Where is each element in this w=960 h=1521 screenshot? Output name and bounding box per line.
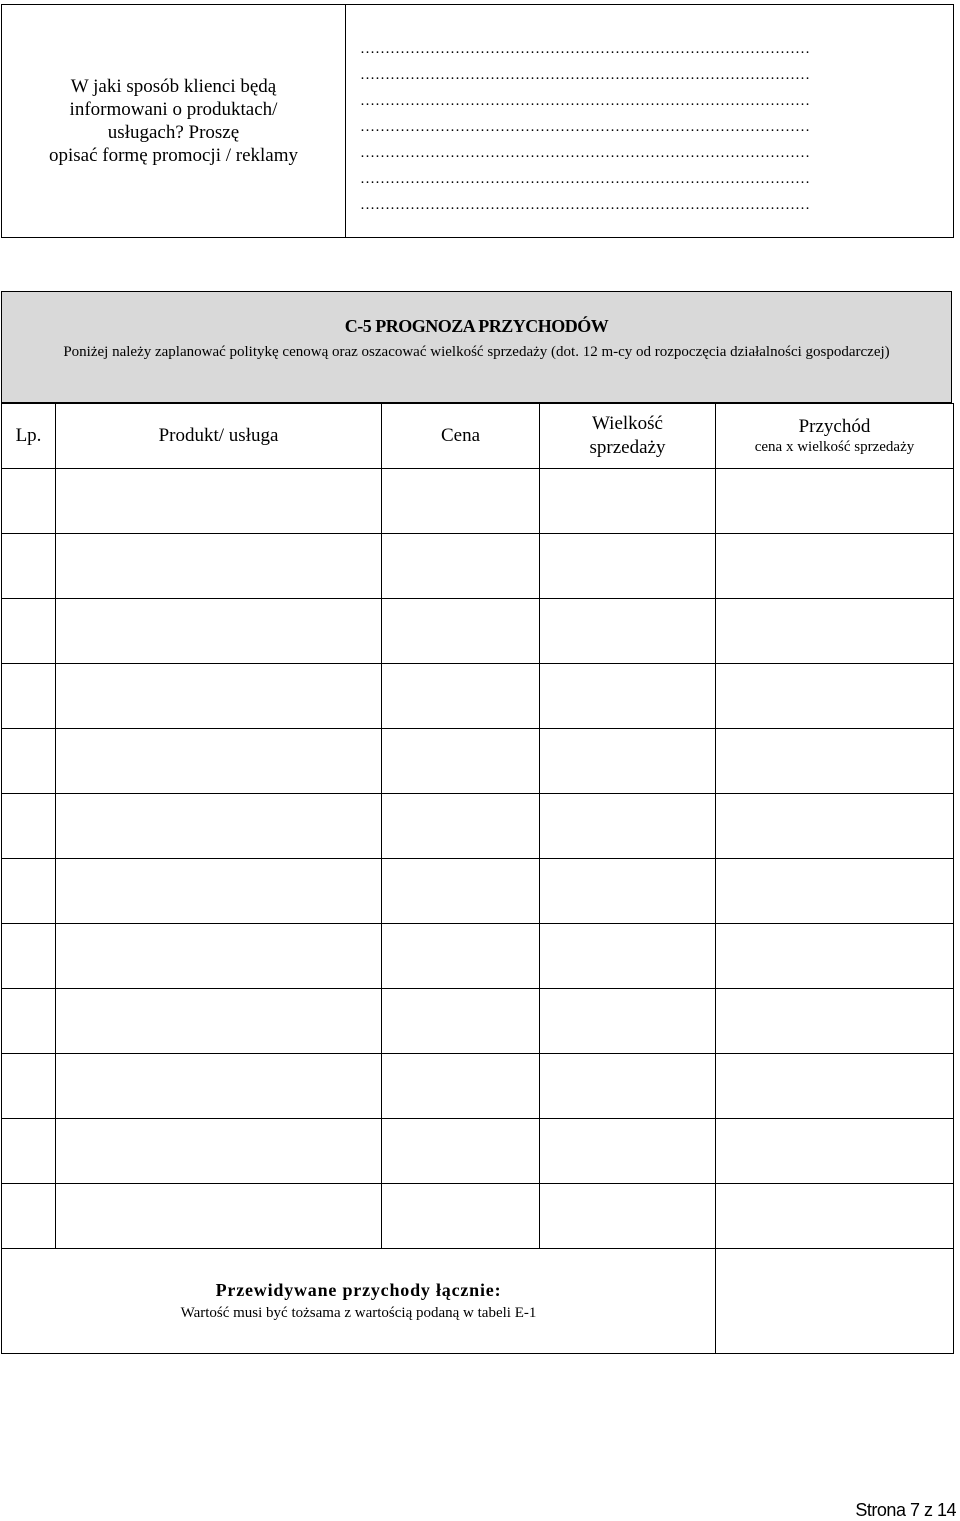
promotion-question-label [2, 5, 346, 237]
cell-product[interactable] [56, 1184, 382, 1249]
cell-lp[interactable] [2, 1184, 56, 1249]
answer-dotted-line[interactable]: ……………………………………………………………………………… [360, 93, 810, 109]
total-note: Wartość musi być tożsama z wartością podaną w tabeli E-1 [180, 1305, 537, 1321]
answer-dotted-line[interactable]: ……………………………………………………………………………… [360, 171, 810, 187]
cell-revenue[interactable] [716, 534, 954, 599]
table-row [2, 664, 954, 729]
table-row [2, 1054, 954, 1119]
cell-lp[interactable] [2, 989, 56, 1054]
cell-product[interactable] [56, 859, 382, 924]
cell-lp[interactable] [2, 534, 56, 599]
cell-revenue[interactable] [716, 664, 954, 729]
total-row [2, 1249, 954, 1354]
cell-price[interactable] [382, 1119, 540, 1184]
table-row [2, 599, 954, 664]
answer-dotted-line[interactable]: ……………………………………………………………………………… [360, 41, 810, 57]
cell-price[interactable] [382, 924, 540, 989]
cell-revenue[interactable] [716, 599, 954, 664]
cell-sales-volume[interactable] [540, 1119, 716, 1184]
cell-revenue[interactable] [716, 794, 954, 859]
cell-product[interactable] [56, 989, 382, 1054]
cell-lp[interactable] [2, 794, 56, 859]
table-row [2, 989, 954, 1054]
cell-product[interactable] [56, 924, 382, 989]
cell-lp[interactable] [2, 664, 56, 729]
cell-price[interactable] [382, 599, 540, 664]
cell-lp[interactable] [2, 1054, 56, 1119]
cell-lp[interactable] [2, 1119, 56, 1184]
table-header-row [2, 404, 954, 469]
cell-revenue[interactable] [716, 1184, 954, 1249]
promotion-answer-area[interactable] [346, 5, 953, 237]
header-lp: Lp. [2, 404, 56, 469]
header-revenue-formula: cena x wielkość sprzedaży [754, 439, 915, 455]
header-sales-volume-line2: sprzedaży [589, 437, 666, 458]
cell-revenue[interactable] [716, 924, 954, 989]
cell-product[interactable] [56, 1054, 382, 1119]
cell-revenue[interactable] [716, 469, 954, 534]
cell-sales-volume[interactable] [540, 859, 716, 924]
cell-sales-volume[interactable] [540, 729, 716, 794]
table-row [2, 469, 954, 534]
question-line-3: usługach? Proszę [107, 122, 240, 143]
cell-price[interactable] [382, 469, 540, 534]
cell-price[interactable] [382, 1054, 540, 1119]
question-line-1: W jaki sposób klienci będą [70, 76, 277, 97]
cell-price[interactable] [382, 534, 540, 599]
cell-revenue[interactable] [716, 989, 954, 1054]
header-revenue [716, 404, 954, 469]
cell-revenue[interactable] [716, 729, 954, 794]
question-line-2: informowani o produktach/ [69, 99, 278, 120]
cell-sales-volume[interactable] [540, 599, 716, 664]
cell-revenue[interactable] [716, 1119, 954, 1184]
cell-product[interactable] [56, 1119, 382, 1184]
cell-sales-volume[interactable] [540, 1184, 716, 1249]
header-price: Cena [382, 404, 540, 469]
cell-revenue[interactable] [716, 1054, 954, 1119]
cell-product[interactable] [56, 794, 382, 859]
table-row [2, 534, 954, 599]
cell-sales-volume[interactable] [540, 534, 716, 599]
table-row [2, 859, 954, 924]
header-product: Produkt/ usługa [56, 404, 382, 469]
cell-lp[interactable] [2, 599, 56, 664]
promotion-question-box [1, 4, 954, 238]
cell-product[interactable] [56, 729, 382, 794]
cell-lp[interactable] [2, 859, 56, 924]
cell-price[interactable] [382, 1184, 540, 1249]
total-value-cell[interactable] [716, 1249, 954, 1354]
cell-sales-volume[interactable] [540, 469, 716, 534]
table-row [2, 729, 954, 794]
answer-dotted-line[interactable]: ……………………………………………………………………………… [360, 145, 810, 161]
cell-lp[interactable] [2, 469, 56, 534]
revenue-forecast-table [1, 403, 954, 1354]
cell-lp[interactable] [2, 924, 56, 989]
cell-sales-volume[interactable] [540, 1054, 716, 1119]
cell-product[interactable] [56, 469, 382, 534]
cell-price[interactable] [382, 989, 540, 1054]
answer-dotted-line[interactable]: ……………………………………………………………………………… [360, 67, 810, 83]
total-label-cell [2, 1249, 716, 1354]
cell-lp[interactable] [2, 729, 56, 794]
cell-price[interactable] [382, 859, 540, 924]
header-sales-volume-line1: Wielkość [592, 413, 663, 434]
cell-revenue[interactable] [716, 859, 954, 924]
section-title: C-5 PROGNOZA PRZYCHODÓW [344, 316, 609, 336]
header-sales-volume [540, 404, 716, 469]
section-c5-header [1, 291, 952, 403]
cell-sales-volume[interactable] [540, 924, 716, 989]
cell-price[interactable] [382, 794, 540, 859]
question-line-4: opisać formę promocji / reklamy [48, 145, 299, 166]
cell-product[interactable] [56, 534, 382, 599]
answer-dotted-line[interactable]: ……………………………………………………………………………… [360, 197, 810, 213]
answer-dotted-line[interactable]: ……………………………………………………………………………… [360, 119, 810, 135]
cell-product[interactable] [56, 599, 382, 664]
page-number: Strona 7 z 14 [855, 1500, 956, 1520]
cell-price[interactable] [382, 664, 540, 729]
cell-sales-volume[interactable] [540, 664, 716, 729]
table-row [2, 794, 954, 859]
total-title: Przewidywane przychody łącznie: [215, 1280, 502, 1300]
cell-sales-volume[interactable] [540, 989, 716, 1054]
table-row [2, 924, 954, 989]
section-description: Poniżej należy zaplanować politykę cenową oraz oszacować wielkość sprzedaży (dot. 12 m-cy od rozpoczęcia działalności gospodarczej) [63, 344, 890, 360]
header-revenue-title: Przychód [798, 416, 871, 437]
table-row [2, 1119, 954, 1184]
cell-price[interactable] [382, 729, 540, 794]
cell-sales-volume[interactable] [540, 794, 716, 859]
cell-product[interactable] [56, 664, 382, 729]
table-row [2, 1184, 954, 1249]
